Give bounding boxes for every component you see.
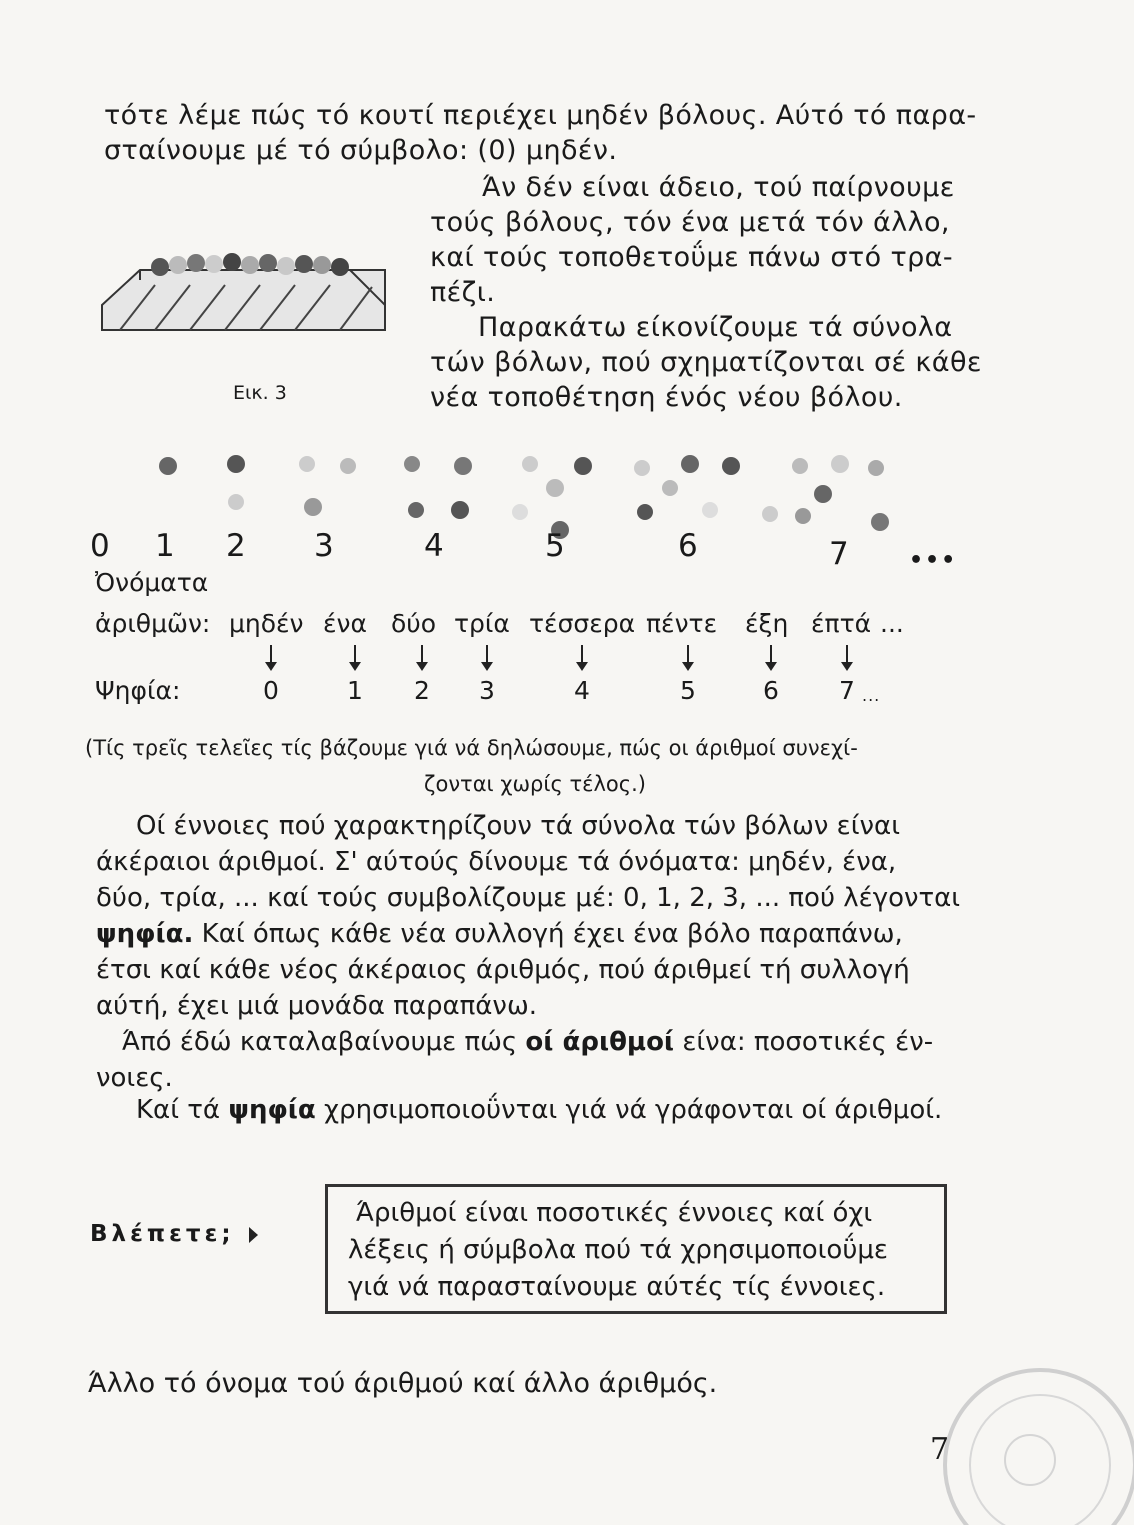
concepts-line-7-b: είνα: ποσοτικές έν- xyxy=(674,1027,934,1057)
concepts-line-7-a: Άπό έδώ καταλαβαίνουμε πώς xyxy=(122,1027,526,1057)
term-numbers: οί άριθμοί xyxy=(525,1027,675,1057)
marble xyxy=(634,460,650,476)
marble xyxy=(159,457,177,475)
closing-sentence: Άλλο τό όνομα τού άριθμού καί άλλο άριθμός. xyxy=(88,1368,718,1399)
marble xyxy=(702,502,718,518)
side-line-3: καί τούς τοποθετοΰμε πάνω στό τρα- xyxy=(430,242,954,273)
digit-2: 2 xyxy=(414,676,430,705)
summary-line-1: Άριθμοί είναι ποσοτικές έννοιες καί όχι xyxy=(356,1198,873,1228)
marble xyxy=(227,455,245,473)
marble xyxy=(304,498,322,516)
concepts-line-6: αύτή, έχει μιά μονάδα παραπάνω. xyxy=(96,991,537,1021)
arrow-down-icon xyxy=(846,645,848,667)
page-number: 7 xyxy=(930,1432,950,1467)
marble xyxy=(169,256,187,274)
marble xyxy=(512,504,528,520)
marble xyxy=(637,504,653,520)
name-seven: έπτά xyxy=(811,609,872,638)
set-1 xyxy=(159,457,177,475)
marble xyxy=(868,460,884,476)
set-5 xyxy=(512,456,592,539)
marble xyxy=(408,502,424,518)
digit-0: 0 xyxy=(263,676,279,705)
marble xyxy=(814,485,832,503)
name-five: πέντε xyxy=(646,609,718,638)
marble xyxy=(223,253,241,271)
arrow-down-icon xyxy=(270,645,272,667)
concepts-line-4 xyxy=(96,916,960,952)
concepts-line-3: δύο, τρία, ... καί τούς συμβολίζουμε μέ: 0, 1, 2, 3, ... πού λέγονται xyxy=(96,883,961,913)
figure-caption: Εικ. 3 xyxy=(233,382,287,404)
count-4: 4 xyxy=(424,528,444,564)
concepts-paragraph xyxy=(96,808,960,1096)
continuation-dots: ••• xyxy=(909,548,958,573)
intro-line-2: σταίνουμε μέ τό σύμβολο: (0) μηδέν. xyxy=(104,135,618,166)
digit-3: 3 xyxy=(479,676,495,705)
name-six: έξη xyxy=(745,609,789,638)
marble xyxy=(228,494,244,510)
count-7: 7 xyxy=(829,536,849,572)
digits-use-b: χρησιμοποιοΰνται γιά νά γράφονται οί άριθμοί. xyxy=(315,1095,943,1125)
set-4 xyxy=(404,456,472,519)
term-digits: ψηφία. xyxy=(96,919,194,949)
digit-5: 5 xyxy=(680,676,696,705)
summary-line-3: γιά νά παρασταίνουμε αύτές τίς έννοιες. xyxy=(348,1272,886,1302)
arrow-down-icon xyxy=(770,645,772,667)
term-digits-2: ψηφία xyxy=(228,1095,316,1125)
marble xyxy=(762,506,778,522)
marble xyxy=(331,258,349,276)
side-paragraph xyxy=(430,170,982,415)
marble xyxy=(205,255,223,273)
concepts-line-7 xyxy=(96,1024,960,1060)
concepts-line-4-rest: Καί όπως κάθε νέα συλλογή έχει ένα βόλο παραπάνω, xyxy=(193,919,903,949)
marble xyxy=(313,256,331,274)
marble xyxy=(451,501,469,519)
marble xyxy=(574,457,592,475)
intro-paragraph xyxy=(104,98,977,168)
marble xyxy=(831,455,849,473)
count-5: 5 xyxy=(545,528,565,564)
summary-line-2: λέξεις ή σύμβολα πού τά χρησιμοποιοΰμε xyxy=(348,1235,888,1265)
marble xyxy=(404,456,420,472)
marble xyxy=(792,458,808,474)
marble xyxy=(662,480,678,496)
marble-box-illustration xyxy=(100,245,390,355)
digits-use-sentence xyxy=(96,1092,942,1128)
name-four: τέσσερα xyxy=(529,609,636,638)
summary-box xyxy=(325,1184,947,1314)
arrow-down-icon xyxy=(687,645,689,667)
count-2: 2 xyxy=(226,528,246,564)
digits-use-line xyxy=(96,1092,942,1128)
intro-line-1: τότε λέμε πώς τό κουτί περιέχει μηδέν βόλους. Αύτό τό παρα- xyxy=(104,100,977,131)
digit-1: 1 xyxy=(347,676,363,705)
note-line-2: ζονται χωρίς τέλος.) xyxy=(424,772,646,796)
arrow-down-icon xyxy=(421,645,423,667)
marble xyxy=(454,457,472,475)
box-marbles xyxy=(151,253,349,276)
name-three: τρία xyxy=(454,609,510,638)
marble xyxy=(295,255,313,273)
set-6 xyxy=(634,455,740,520)
side-line-5: Παρακάτω είκονίζουμε τά σύνολα xyxy=(478,312,953,343)
pointer-arrow-icon xyxy=(249,1227,258,1243)
marble xyxy=(299,456,315,472)
count-6: 6 xyxy=(678,528,698,564)
count-0: 0 xyxy=(90,528,110,564)
count-3: 3 xyxy=(314,528,334,564)
ellipsis-note xyxy=(85,730,965,802)
side-line-6: τών βόλων, πού σχηματίζονται σέ κάθε xyxy=(430,347,982,378)
number-names-label-line-1: Ὀνόματα xyxy=(95,568,209,597)
name-two: δύο xyxy=(391,609,437,638)
marble xyxy=(340,458,356,474)
digit-6: 6 xyxy=(763,676,779,705)
marble xyxy=(259,254,277,272)
concepts-line-2: άκέραιοι άριθμοί. Σ' αύτούς δίνουμε τά όνόματα: μηδέν, ένα, xyxy=(96,847,897,877)
digit-7: 7 xyxy=(839,676,855,705)
side-line-2: τούς βόλους, τόν ένα μετά τόν άλλο, xyxy=(430,207,950,238)
arrow-down-icon xyxy=(486,645,488,667)
name-zero: μηδέν xyxy=(229,609,304,638)
note-line-1: (Τίς τρεῖς τελεῖες τίς βάζουμε γιά νά δηλώσουμε, πώς οι άριθμοί συνεχί- xyxy=(85,736,858,760)
marble xyxy=(546,479,564,497)
side-line-4: πέζι. xyxy=(430,277,496,308)
marble xyxy=(722,457,740,475)
marble xyxy=(795,508,811,524)
marble xyxy=(277,257,295,275)
digits-use-a: Καί τά xyxy=(136,1095,229,1125)
set-7 xyxy=(762,455,889,531)
side-line-7: νέα τοποθέτηση ένός νέου βόλου. xyxy=(430,382,903,413)
digit-4: 4 xyxy=(574,676,590,705)
names-trailing-ellipsis: ... xyxy=(880,609,904,638)
digits-trailing-ellipsis: ... xyxy=(862,686,881,705)
arrow-down-icon xyxy=(581,645,583,667)
marble xyxy=(241,256,259,274)
concepts-line-1: Οί έννοιες πού χαρακτηρίζουν τά σύνολα τών βόλων είναι xyxy=(136,811,900,841)
see-label-text: Βλέπετε; xyxy=(90,1221,235,1247)
set-2 xyxy=(227,455,245,510)
concepts-line-5: έτσι καί κάθε νέος άκέραιος άριθμός, πού άριθμεί τή συλλογή xyxy=(96,955,910,985)
count-1: 1 xyxy=(155,528,175,564)
arrow-down-icon xyxy=(354,645,356,667)
marble xyxy=(681,455,699,473)
marble xyxy=(151,258,169,276)
marble xyxy=(187,254,205,272)
digits-label: Ψηφία: xyxy=(95,676,181,705)
see-label xyxy=(90,1221,258,1247)
set-3 xyxy=(299,456,356,516)
concepts-line-8: νοιες. xyxy=(96,1063,173,1093)
name-one: ένα xyxy=(323,609,367,638)
number-names-label-line-2: ἀριθμῶν: xyxy=(95,609,211,638)
side-line-1: Άν δέν είναι άδειο, τού παίρνουμε xyxy=(482,172,955,203)
marble xyxy=(522,456,538,472)
